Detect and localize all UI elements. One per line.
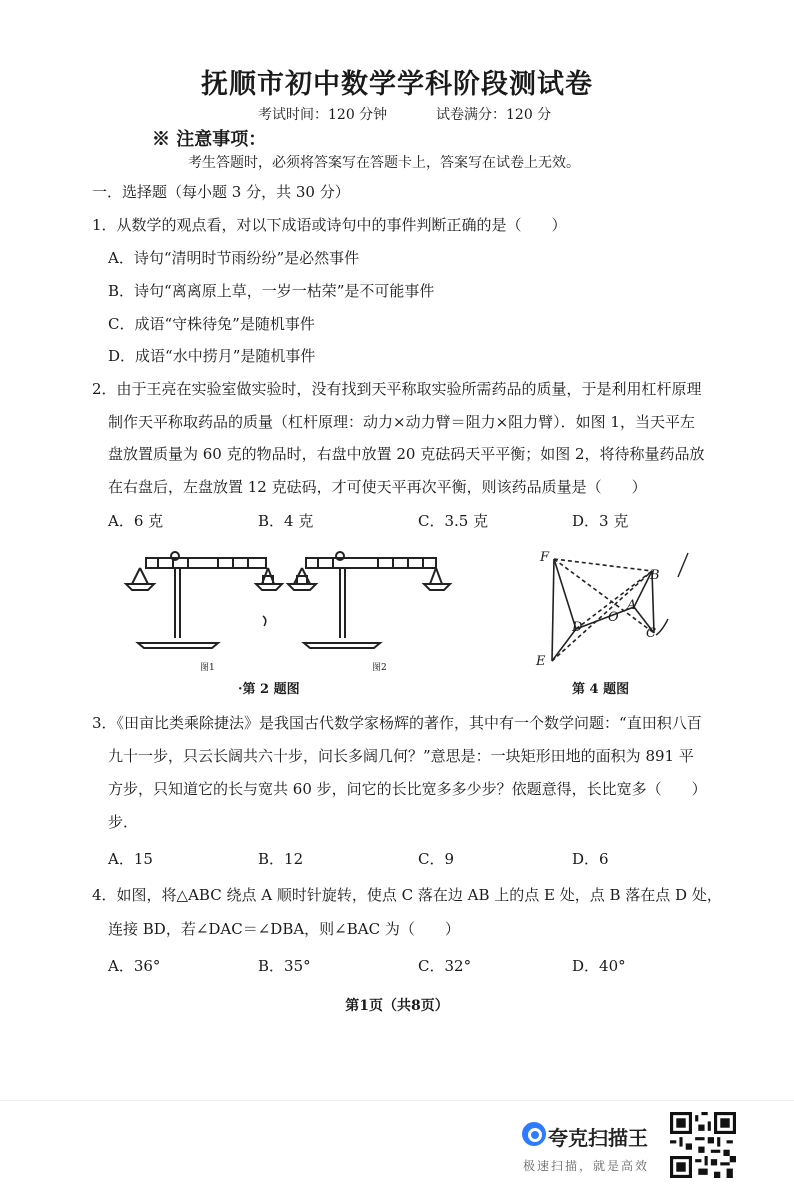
q1-option-d: D．成语“水中捞月”是随机事件 xyxy=(108,347,316,365)
point-b-label: B xyxy=(650,568,660,583)
q1-option-c: C．成语“守株待兔”是随机事件 xyxy=(108,315,315,333)
q1-stem: 1．从数学的观点看，对以下成语或诗句中的事件判断正确的是（ ） xyxy=(92,216,567,234)
qr-code-icon xyxy=(670,1112,736,1178)
q3-line-2: 九十一步，只云长阔共六十步，问长多阔几何？”意思是：一块矩形田地的面积为 891 平 xyxy=(108,747,694,765)
q2-line-2: 制作天平称取药品的质量（杠杆原理：动力×动力臂＝阻力×阻力臂）．如图 1，当天平左 xyxy=(108,413,695,431)
q3-option-b: B．12 xyxy=(258,850,304,868)
q2-line-3: 盘放置质量为 60 克的物品时，右盘中放置 20 克砝码天平平衡；如图 2，将待称量药品放 xyxy=(108,445,705,463)
q2-option-c: C．3.5 克 xyxy=(418,512,489,530)
point-f-label: F xyxy=(540,550,550,565)
fig1-label: 图1 xyxy=(200,663,215,673)
watermark-divider xyxy=(0,1100,794,1101)
full-score: 试卷满分：120 分 xyxy=(436,107,552,123)
q4-figure-caption: 第 4 题图 xyxy=(572,682,630,697)
q4-option-c: C．32° xyxy=(418,957,472,975)
scanner-brand: 夸克扫描王 xyxy=(548,1126,648,1150)
q4-line-2: 连接 BD，若∠DAC＝∠DBA，则∠BAC 为（ ） xyxy=(108,920,460,938)
point-c-label: C xyxy=(646,626,656,641)
scanner-slogan: 极速扫描，就是高效 xyxy=(523,1159,650,1173)
notice-text: 考生答题时，必须将答案写在答题卡上，答案写在试卷上无效。 xyxy=(188,155,580,171)
balance-scale-figure xyxy=(118,548,458,678)
section-title: 一．选择题（每小题 3 分，共 30 分） xyxy=(92,183,350,201)
q3-line-3: 方步，只知道它的长与宽共 60 步，问它的长比宽多多少步？依题意得，长比宽多（ ） xyxy=(108,780,707,798)
page-number: 第1页（共8页） xyxy=(345,998,449,1014)
q2-option-a: A．6 克 xyxy=(108,512,164,530)
q4-option-b: B．35° xyxy=(258,957,311,975)
q3-option-a: A．15 xyxy=(108,850,153,868)
q1-option-a: A．诗句“清明时节雨纷纷”是必然事件 xyxy=(108,249,360,267)
q2-line-4: 在右盘后，左盘放置 12 克砝码，才可使天平再次平衡，则该药品质量是（ ） xyxy=(108,478,647,496)
exam-time: 考试时间：120 分钟 xyxy=(258,107,388,123)
fig2-label: 图2 xyxy=(372,663,387,673)
q2-option-d: D．3 克 xyxy=(572,512,629,530)
quark-logo-icon xyxy=(522,1122,546,1146)
q2-line-1: 2．由于王亮在实验室做实验时，没有找到天平称取实验所需药品的质量，于是利用杠杆原理 xyxy=(92,380,702,398)
q1-option-b: B．诗句“离离原上草，一岁一枯荣”是不可能事件 xyxy=(108,282,435,300)
q3-option-d: D．6 xyxy=(572,850,609,868)
point-a-label: A xyxy=(627,598,637,613)
notice-title: ※ 注意事项： xyxy=(152,129,267,150)
point-o-label: O xyxy=(608,610,619,625)
q4-line-1: 4．如图，将△ABC 绕点 A 顺时针旋转，使点 C 落在边 AB 上的点 E 处，点 B 落在点 D 处， xyxy=(92,886,722,904)
point-d-label: D xyxy=(572,620,583,635)
q3-line-1: 3．《田亩比类乘除捷法》是我国古代数学家杨辉的著作，其中有一个数学问题：“直田积八百 xyxy=(92,714,702,732)
q4-option-d: D．40° xyxy=(572,957,626,975)
point-e-label: E xyxy=(536,654,546,669)
q3-line-4: 步． xyxy=(108,813,139,831)
q2-option-b: B．4 克 xyxy=(258,512,314,530)
q2-figure-caption: ·第 2 题图 xyxy=(238,682,300,697)
page-title: 抚顺市初中数学学科阶段测试卷 xyxy=(201,69,593,100)
q3-option-c: C．9 xyxy=(418,850,455,868)
q4-option-a: A．36° xyxy=(108,957,161,975)
